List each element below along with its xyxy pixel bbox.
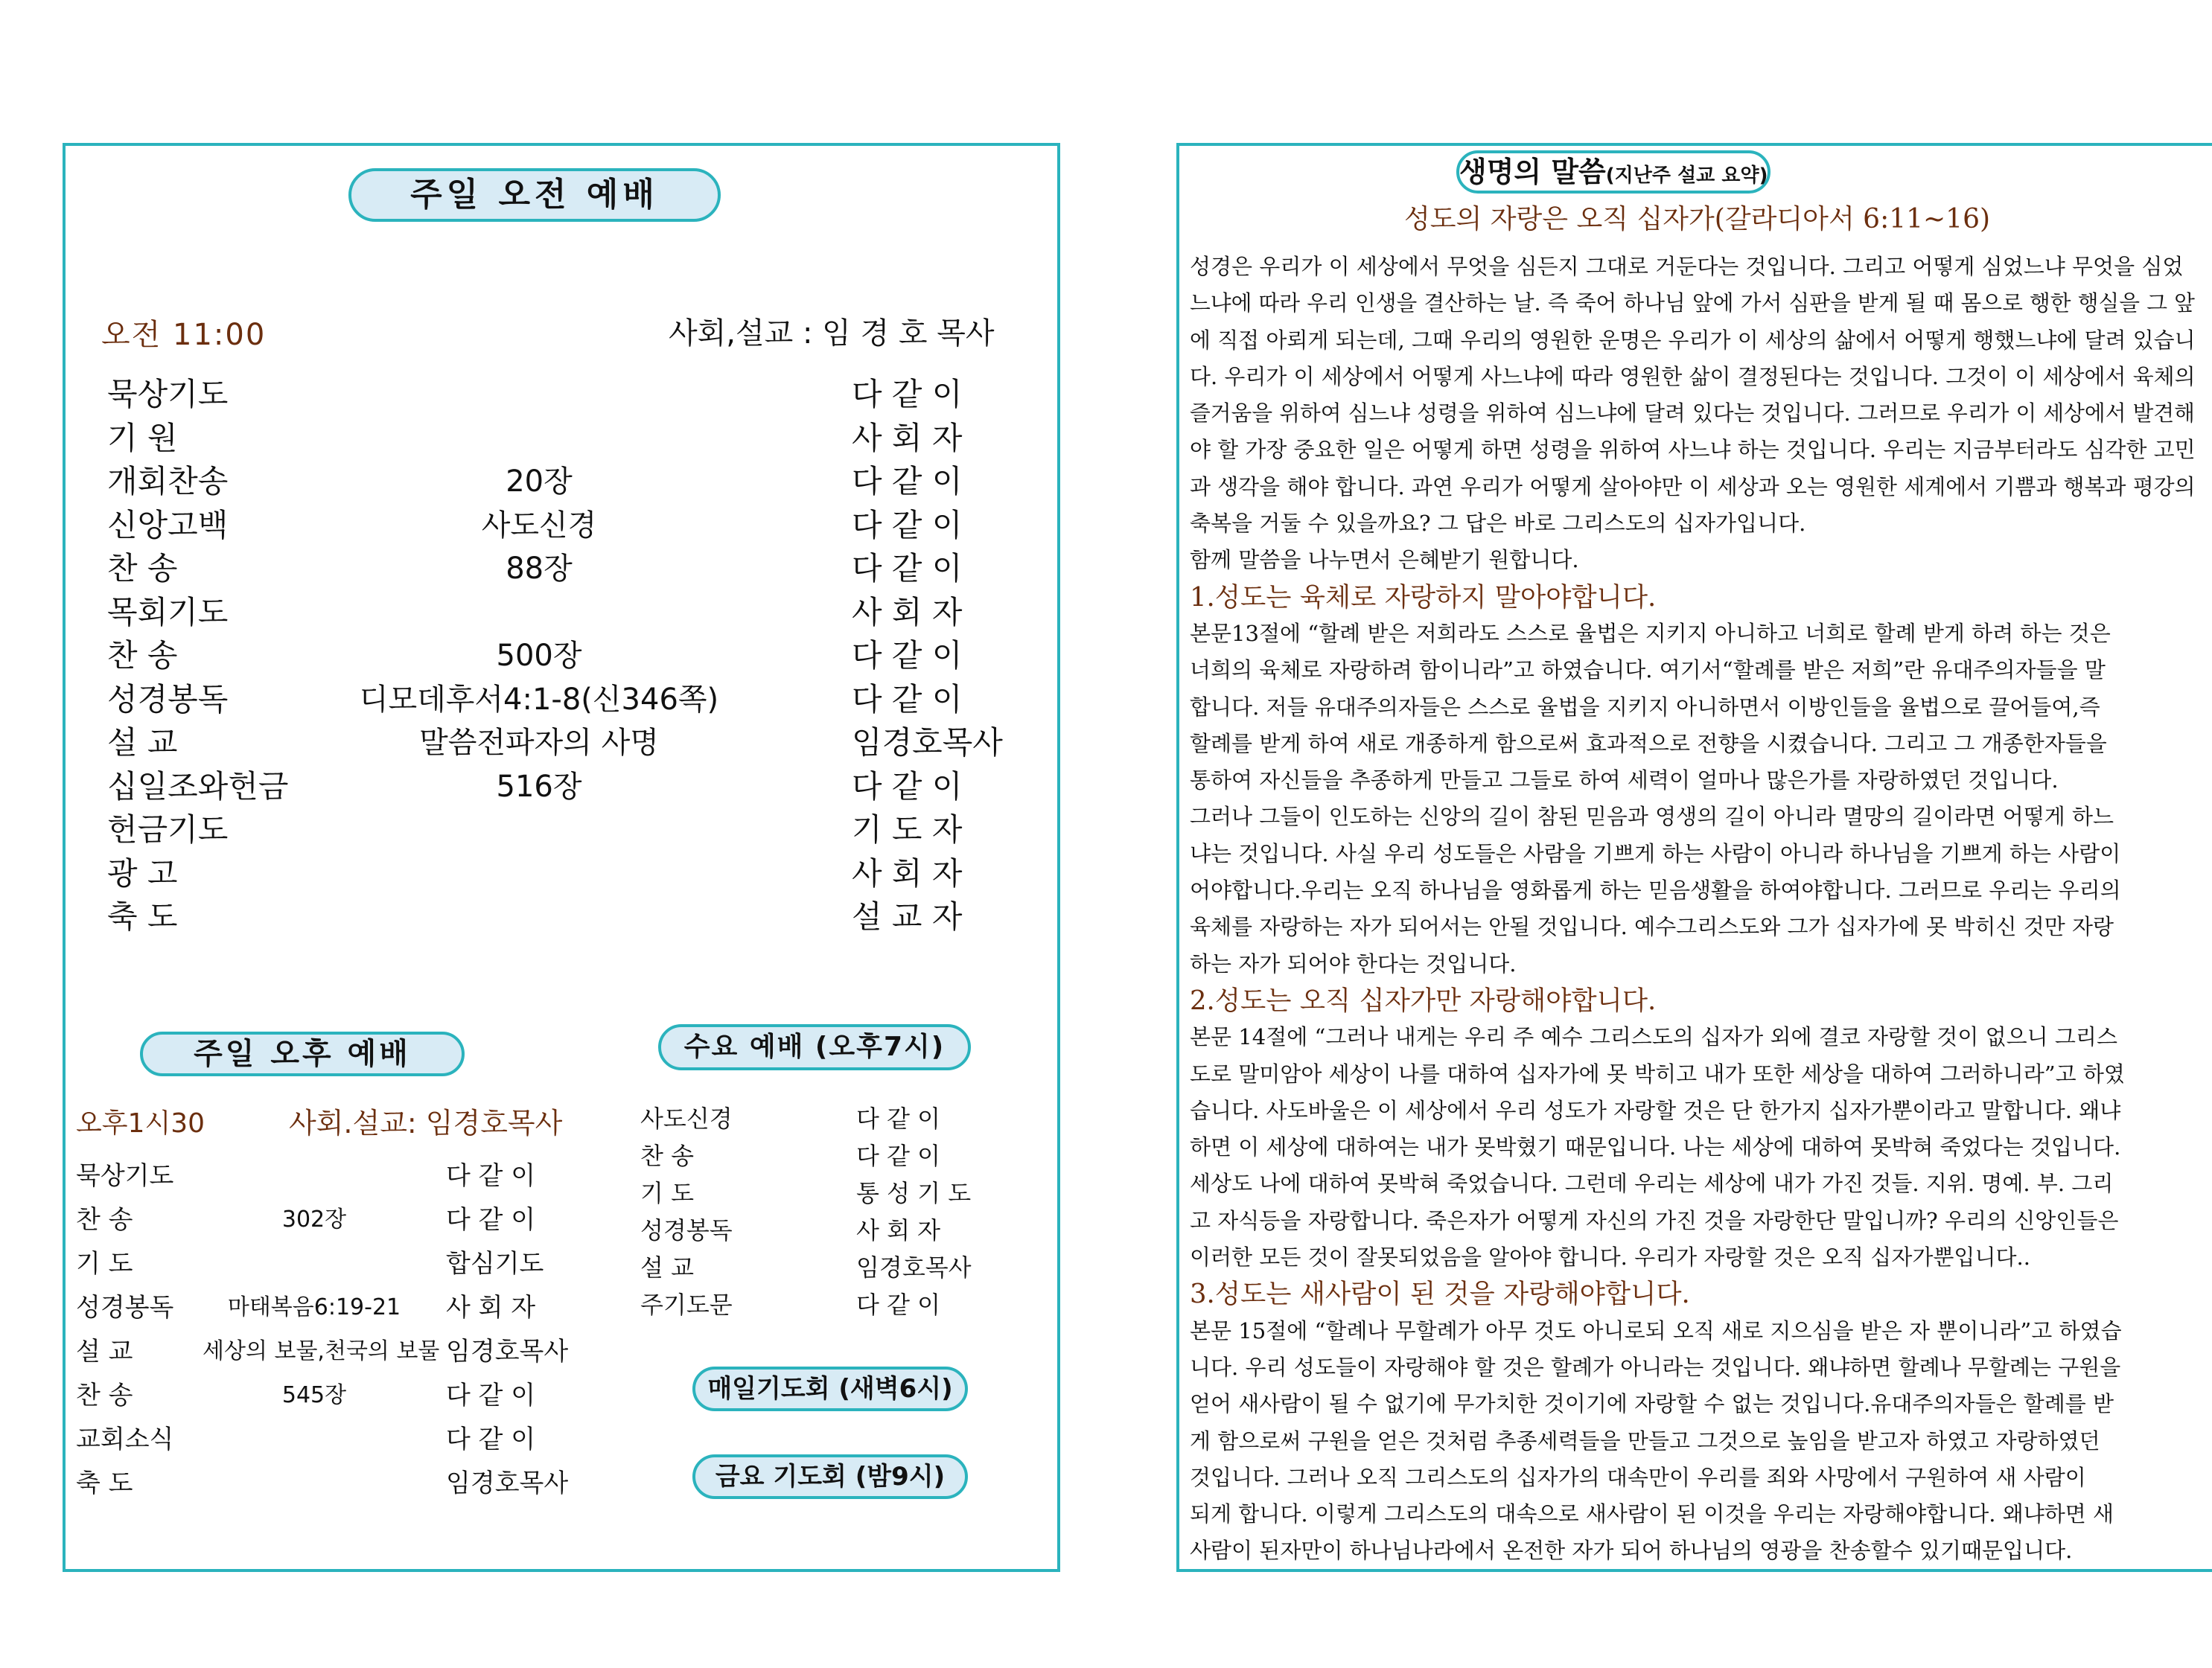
order-row bbox=[76, 1374, 597, 1418]
morning-service-title: 주일 오전 예배 bbox=[348, 168, 721, 222]
sermon-text-line: 즐거움을 위하여 심느냐 성령을 위하여 심느냐에 달려 있다는 것입니다. 그러므로 우리가 이 세상에서 발견해 bbox=[1190, 400, 2195, 426]
sermon-text-line: 야 할 가장 중요한 일은 어떻게 하면 성령을 위하여 사느냐 하는 것입니다. 우리는 지금부터라도 심각한 고민 bbox=[1190, 437, 2196, 463]
sermon-summary-panel bbox=[1176, 143, 2212, 1572]
morning-service-time: 오전 11:00 bbox=[101, 318, 267, 352]
order-row bbox=[107, 634, 1030, 678]
order-row bbox=[76, 1330, 597, 1374]
word-of-life-label: 생명의 말씀 bbox=[1459, 156, 1606, 188]
order-item-name: 성경봉독 bbox=[107, 680, 229, 718]
sermon-text-line: 게 함으로써 구원을 얻은 것처럼 추종세력들을 만들고 그것으로 높임을 받고자 하였고 자랑하였던 bbox=[1190, 1428, 2100, 1454]
order-row bbox=[107, 504, 1030, 548]
sermon-text-line: 느냐에 따라 우리 인생을 결산하는 날. 즉 죽어 하나님 앞에 가서 심판을 받게 될 때 몸으로 행한 행실을 그 앞 bbox=[1190, 290, 2195, 316]
order-row bbox=[76, 1198, 597, 1242]
daily-prayer-title: 매일기도회 (새벽6시) bbox=[692, 1367, 968, 1411]
order-item-detail: 마태복음6:19-21 bbox=[227, 1294, 401, 1320]
order-item-name: 헌금기도 bbox=[107, 811, 229, 848]
order-item-name: 축 도 bbox=[107, 898, 178, 935]
order-item-name: 찬 송 bbox=[76, 1205, 133, 1235]
order-item-leader: 사 회 자 bbox=[856, 1216, 941, 1244]
order-item-name: 주기도문 bbox=[640, 1291, 733, 1319]
sermon-text-line: 성경은 우리가 이 세상에서 무엇을 심든지 그대로 거둔다는 것입니다. 그리고 어떻게 심었느냐 무엇을 심었 bbox=[1190, 254, 2184, 279]
order-item-leader: 합심기도 bbox=[446, 1249, 544, 1279]
sermon-text-line: 하면 이 세상에 대하여는 내가 못박혔기 때문입니다. 나는 세상에 대하여 못박혀 죽었다는 것입니다. bbox=[1190, 1134, 2121, 1160]
order-item-detail: 516장 bbox=[496, 769, 582, 804]
order-item-name: 기 도 bbox=[76, 1249, 133, 1279]
order-item-name: 성경봉독 bbox=[76, 1293, 174, 1323]
sermon-text-line: 그러나 그들이 인도하는 신앙의 길이 참된 믿음과 영생의 길이 아니라 멸망의 길이라면 어떻게 하느 bbox=[1190, 804, 2114, 830]
order-row bbox=[107, 678, 1030, 722]
order-item-leader: 다 같 이 bbox=[856, 1142, 941, 1170]
order-row bbox=[107, 417, 1030, 461]
order-row bbox=[107, 895, 1030, 939]
order-item-leader: 임경호목사 bbox=[856, 1253, 972, 1282]
worship-order-panel bbox=[63, 143, 1060, 1572]
order-row bbox=[107, 373, 1030, 417]
order-row bbox=[76, 1286, 597, 1330]
sermon-text-line: 함께 말씀을 나누면서 은혜받기 원합니다. bbox=[1190, 547, 1579, 573]
order-item-leader: 다 같 이 bbox=[856, 1105, 941, 1133]
order-item-name: 신앙고백 bbox=[107, 506, 229, 543]
sermon-point-heading: 2.성도는 오직 십자가만 자랑해야합니다. bbox=[1190, 985, 1657, 1016]
order-item-leader: 다 같 이 bbox=[852, 463, 963, 499]
sermon-text-line: 습니다. 사도바울은 이 세상에서 우리 성도가 자랑할 것은 단 한가지 십자가뿐이라고 말합니다. 왜냐 bbox=[1190, 1097, 2121, 1123]
order-item-detail: 세상의 보물,천국의 보물 bbox=[203, 1338, 440, 1364]
order-item-name: 교회소식 bbox=[76, 1425, 174, 1454]
order-row bbox=[107, 852, 1030, 896]
sermon-text-line: 되게 합니다. 이렇게 그리스도의 대속으로 새사람이 된 이것을 우리는 자랑해야합니다. 왜냐하면 새 bbox=[1190, 1501, 2114, 1527]
order-item-leader: 사 회 자 bbox=[446, 1293, 536, 1323]
sermon-text-line: 할례를 받게 하여 새로 개종하게 함으로써 효과적으로 전향을 시켰습니다. 그리고 그 개종한자들을 bbox=[1190, 730, 2107, 756]
order-item-name: 설 교 bbox=[76, 1337, 133, 1367]
sermon-text-line: 에 직접 아뢰게 되는데, 그때 우리의 영원한 운명은 우리가 이 세상의 삶에서 어떻게 행했느냐에 달려 있습니 bbox=[1190, 327, 2196, 353]
sermon-text-line: 통하여 자신들을 추종하게 만들고 그들로 하여 세력이 얼마나 많은가를 자랑하였던 것입니다. bbox=[1190, 767, 2059, 793]
order-item-leader: 다 같 이 bbox=[446, 1205, 536, 1235]
order-item-leader: 기 도 자 bbox=[852, 811, 963, 848]
order-row bbox=[107, 808, 1030, 852]
sermon-point-heading: 1.성도는 육체로 자랑하지 말아야합니다. bbox=[1190, 581, 1657, 613]
order-item-leader: 다 같 이 bbox=[446, 1381, 536, 1410]
order-item-name: 목회기도 bbox=[107, 593, 229, 630]
order-item-leader: 다 같 이 bbox=[852, 637, 963, 674]
wednesday-order-list bbox=[640, 1100, 983, 1323]
friday-prayer-title: 금요 기도회 (밤9시) bbox=[692, 1454, 968, 1499]
order-item-name: 묵상기도 bbox=[107, 376, 229, 412]
afternoon-service-leader: 사회.설교: 임경호목사 bbox=[289, 1107, 563, 1140]
order-item-name: 개회찬송 bbox=[107, 463, 229, 499]
word-of-life-title bbox=[1456, 150, 1770, 194]
wednesday-service-title: 수요 예배 (오후7시) bbox=[658, 1024, 971, 1070]
word-of-life-note: (지난주 설교 요약) bbox=[1605, 164, 1768, 187]
order-row bbox=[76, 1242, 597, 1286]
order-item-name: 십일조와헌금 bbox=[107, 767, 289, 805]
order-item-leader: 설 교 자 bbox=[852, 898, 963, 935]
sermon-point-heading: 3.성도는 새사람이 된 것을 자랑해야합니다. bbox=[1190, 1279, 1690, 1310]
sermon-text-line: 세상도 나에 대하여 못박혀 죽었습니다. 그런데 우리는 세상에 내가 가진 것들. 지위. 명예. 부. 그리 bbox=[1190, 1171, 2114, 1197]
order-item-name: 축 도 bbox=[76, 1469, 133, 1498]
order-item-leader: 사 회 자 bbox=[852, 593, 963, 630]
order-row bbox=[640, 1212, 983, 1249]
order-row bbox=[640, 1175, 983, 1212]
sermon-text-line: 너희의 육체로 자랑하려 함이니라”고 하였습니다. 여기서“할례를 받은 저희”란 유대주의자들을 말 bbox=[1190, 657, 2106, 683]
afternoon-service-time: 오후1시30 bbox=[76, 1108, 205, 1139]
order-row bbox=[107, 547, 1030, 591]
order-item-leader: 다 같 이 bbox=[852, 680, 963, 718]
order-item-detail: 88장 bbox=[506, 552, 573, 586]
sermon-text-line: 얻어 새사람이 될 수 없기에 무가치한 것이기에 자랑할 수 없는 것입니다.유대주의자들은 할례를 받 bbox=[1190, 1391, 2114, 1417]
morning-order-list bbox=[107, 373, 1030, 939]
order-item-leader: 임경호목사 bbox=[446, 1337, 569, 1367]
sermon-text-line: 합니다. 저들 유대주의자들은 스스로 율법을 지키지 아니하면서 이방인들을 율법으로 끌어들여,즉 bbox=[1190, 694, 2100, 720]
order-item-leader: 임경호목사 bbox=[446, 1469, 569, 1498]
order-item-leader: 다 같 이 bbox=[852, 550, 963, 587]
order-item-name: 사도신경 bbox=[640, 1105, 733, 1133]
afternoon-order-list bbox=[76, 1154, 597, 1506]
sermon-text-line: 본문 14절에 “그러나 내게는 우리 주 예수 그리스도의 십자가 외에 결코 자랑할 것이 없으니 그리스 bbox=[1190, 1024, 2117, 1050]
sermon-text-line: 하는 자가 되어야 한다는 것입니다. bbox=[1190, 950, 1517, 977]
order-row bbox=[76, 1418, 597, 1462]
order-item-leader: 사 회 자 bbox=[852, 419, 963, 456]
sermon-text-line: 도로 말미암아 세상이 나를 대하여 십자가에 못 박히고 내가 또한 세상을 대하여 그러하니라”고 하였 bbox=[1190, 1061, 2125, 1087]
order-item-name: 기 원 bbox=[107, 419, 178, 456]
order-item-name: 찬 송 bbox=[640, 1142, 694, 1170]
sermon-text-line: 냐는 것입니다. 사실 우리 성도들은 사람을 기쁘게 하는 사람이 아니라 하나님을 기쁘게 하는 사람이 bbox=[1190, 840, 2121, 866]
order-row bbox=[640, 1137, 983, 1175]
order-item-leader: 다 같 이 bbox=[446, 1161, 536, 1191]
sermon-text-line: 이러한 모든 것이 잘못되었음을 알아야 합니다. 우리가 자랑할 것은 오직 십자가뿐입니다.. bbox=[1190, 1244, 2030, 1271]
order-item-detail: 500장 bbox=[496, 639, 582, 673]
sermon-title: 성도의 자랑은 오직 십자가(갈라디아서 6:11~16) bbox=[1403, 204, 1991, 234]
order-item-leader: 다 같 이 bbox=[446, 1425, 536, 1454]
order-item-leader: 통 성 기 도 bbox=[856, 1179, 972, 1207]
morning-service-leader: 사회,설교 : 임 경 호 목사 bbox=[669, 316, 995, 351]
order-item-name: 찬 송 bbox=[76, 1381, 133, 1410]
order-item-leader: 다 같 이 bbox=[856, 1291, 941, 1319]
order-item-leader: 사 회 자 bbox=[852, 854, 963, 892]
sermon-text-line: 본문13절에 “할례 받은 저희라도 스스로 율법은 지키지 아니하고 너희로 할례 받게 하려 하는 것은 bbox=[1190, 620, 2111, 646]
order-row bbox=[76, 1154, 597, 1198]
sermon-body bbox=[1190, 249, 2211, 1570]
order-item-detail: 302장 bbox=[281, 1207, 347, 1233]
sermon-text-line: 본문 15절에 “할례나 무할례가 아무 것도 아니로되 오직 새로 지으심을 받은 자 뿐이니라”고 하였습 bbox=[1190, 1317, 2122, 1343]
order-item-detail: 말씀전파자의 사명 bbox=[419, 726, 659, 760]
order-item-detail: 20장 bbox=[506, 464, 573, 499]
order-item-detail: 545장 bbox=[281, 1382, 347, 1408]
sermon-text-line: 다. 우리가 이 세상에서 어떻게 사느냐에 따라 영원한 삶이 결정된다는 것입니다. 그것이 이 세상에서 육체의 bbox=[1190, 363, 2196, 389]
order-item-name: 찬 송 bbox=[107, 550, 178, 587]
order-item-leader: 다 같 이 bbox=[852, 376, 963, 412]
sermon-text-line: 육체를 자랑하는 자가 되어서는 안될 것입니다. 예수그리스도와 그가 십자가에 못 박히신 것만 자랑 bbox=[1190, 914, 2114, 940]
order-item-leader: 다 같 이 bbox=[852, 506, 963, 543]
order-item-name: 묵상기도 bbox=[76, 1161, 174, 1191]
sermon-text-line: 어야합니다.우리는 오직 하나님을 영화롭게 하는 믿음생활을 하여야합니다. 그러므로 우리는 우리의 bbox=[1190, 878, 2121, 904]
order-row bbox=[107, 591, 1030, 635]
order-item-leader: 다 같 이 bbox=[852, 767, 963, 805]
sermon-text-line: 사람이 된자만이 하나님나라에서 온전한 자가 되어 하나님의 영광을 찬송할수 있기때문입니다. bbox=[1190, 1538, 2073, 1564]
sermon-text-line: 고 자식등을 자랑합니다. 죽은자가 어떻게 자신의 가진 것을 자랑한단 말입니까? 우리의 신앙인들은 bbox=[1190, 1207, 2119, 1233]
order-item-name: 찬 송 bbox=[107, 637, 178, 674]
order-item-leader: 임경호목사 bbox=[852, 724, 1003, 761]
order-item-name: 광 고 bbox=[107, 854, 178, 892]
order-row bbox=[107, 460, 1030, 504]
order-item-name: 설 교 bbox=[107, 724, 178, 761]
sermon-text-line: 것입니다. 그러나 오직 그리스도의 십자가의 대속만이 우리를 죄와 사망에서 구원하여 새 사람이 bbox=[1190, 1464, 2086, 1490]
order-item-name: 설 교 bbox=[640, 1253, 694, 1282]
sermon-text-line: 과 생각을 해야 합니다. 과연 우리가 어떻게 살아야만 이 세상과 오는 영원한 세계에서 기쁨과 행복과 평강의 bbox=[1190, 473, 2196, 499]
order-item-name: 성경봉독 bbox=[640, 1216, 733, 1244]
order-row bbox=[107, 765, 1030, 809]
order-row bbox=[76, 1462, 597, 1506]
afternoon-service-title: 주일 오후 예배 bbox=[140, 1032, 465, 1076]
order-row bbox=[640, 1100, 983, 1137]
sermon-text-line: 축복을 거둘 수 있을까요? 그 답은 바로 그리스도의 십자가입니다. bbox=[1190, 511, 1806, 537]
order-item-detail: 디모데후서4:1-8(신346쪽) bbox=[359, 682, 719, 717]
order-row bbox=[107, 721, 1030, 765]
sermon-text-line: 니다. 우리 성도들이 자랑해야 할 것은 할례가 아니라는 것입니다. 왜냐하면 할례나 무할례는 구원을 bbox=[1190, 1354, 2121, 1380]
order-item-name: 기 도 bbox=[640, 1179, 694, 1207]
order-row bbox=[640, 1286, 983, 1323]
order-row bbox=[640, 1249, 983, 1286]
order-item-detail: 사도신경 bbox=[481, 508, 597, 543]
